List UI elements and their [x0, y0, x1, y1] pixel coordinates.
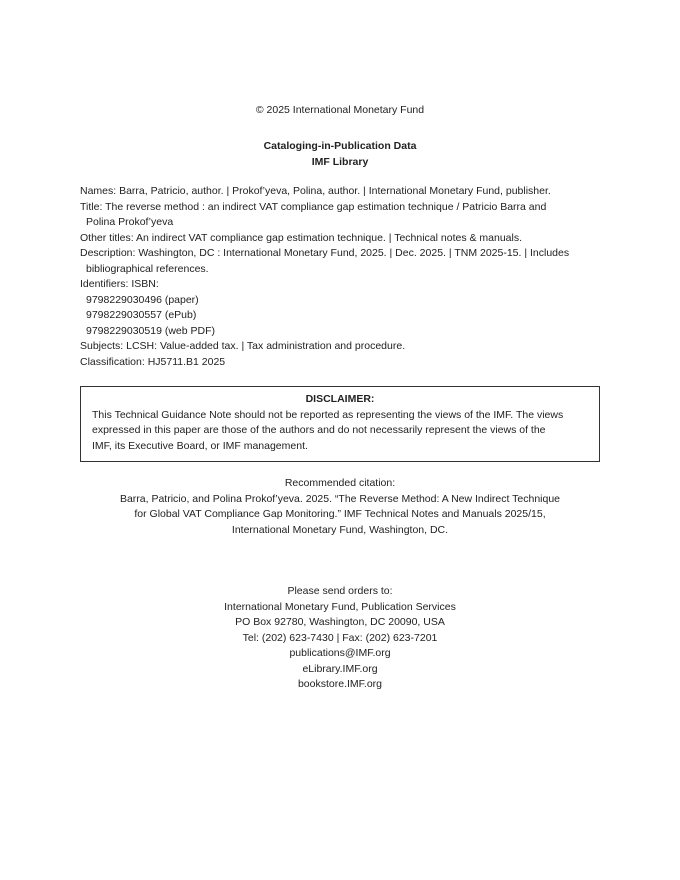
orders-org: International Monetary Fund, Publication Services	[224, 600, 456, 613]
cip-heading: Cataloging-in-Publication Data	[263, 140, 417, 152]
cip-title-cont: Polina Prokof’yeva	[86, 216, 174, 228]
disclaimer-text-3: IMF, its Executive Board, or IMF management.	[92, 439, 308, 452]
cip-title: Title: The reverse method : an indirect VAT compliance gap estimation technique / Patricio Barra and	[80, 200, 547, 213]
order-info	[0, 584, 680, 693]
cip-identifiers: Identifiers: ISBN:	[80, 278, 159, 290]
cip-names: Names: Barra, Patricio, author. | Prokof’yeva, Polina, author. | International Monetary Fund, publisher.	[80, 185, 551, 197]
disclaimer-title: DISCLAIMER:	[305, 393, 375, 405]
cip-classification: Classification: HJ5711.B1 2025	[80, 355, 226, 368]
bookstore-link[interactable]: bookstore.IMF.org	[297, 678, 383, 690]
citation-text-2: for Global VAT Compliance Gap Monitoring.” IMF Technical Notes and Manuals 2025/15,	[134, 508, 546, 520]
disclaimer-text-1: This Technical Guidance Note should not be reported as representing the views of the IMF. The views	[92, 408, 564, 421]
orders-address: PO Box 92780, Washington, DC 20090, USA	[235, 616, 445, 628]
orders-phone: Tel: (202) 623-7430 | Fax: (202) 623-7201	[242, 631, 438, 644]
cip-header	[0, 139, 680, 170]
recommended-citation	[0, 476, 680, 538]
disclaimer-text-2: expressed in this paper are those of the authors and do not necessarily represent the views of the	[92, 424, 546, 436]
disclaimer-box	[80, 386, 600, 462]
cip-subjects: Subjects: LCSH: Value-added tax. | Tax administration and procedure.	[80, 340, 406, 352]
citation-text-1: Barra, Patricio, and Polina Prokof’yeva. 2025. “The Reverse Method: A New Indirect Technique	[119, 492, 561, 505]
citation-label: Recommended citation:	[284, 477, 396, 489]
elibrary-link[interactable]: eLibrary.IMF.org	[302, 662, 378, 675]
isbn-pdf: 9798229030519 (web PDF)	[86, 324, 216, 337]
cip-description: Description: Washington, DC : International Monetary Fund, 2025. | Dec. 2025. | TNM 2025-15. | Includes	[80, 247, 570, 259]
orders-email-link[interactable]: publications@IMF.org	[289, 647, 391, 659]
isbn-paper: 9798229030496 (paper)	[86, 293, 199, 306]
isbn-epub: 9798229030557 (ePub)	[86, 309, 197, 321]
citation-text-3: International Monetary Fund, Washington, DC.	[231, 523, 449, 536]
cip-description-cont: bibliographical references.	[86, 262, 209, 275]
cip-subheading: IMF Library	[311, 155, 369, 168]
cip-other-titles: Other titles: An indirect VAT compliance gap estimation technique. | Technical notes & manuals.	[80, 231, 523, 244]
orders-label: Please send orders to:	[287, 585, 393, 597]
cip-record	[80, 184, 600, 370]
copyright-notice: © 2025 International Monetary Fund	[255, 104, 425, 116]
